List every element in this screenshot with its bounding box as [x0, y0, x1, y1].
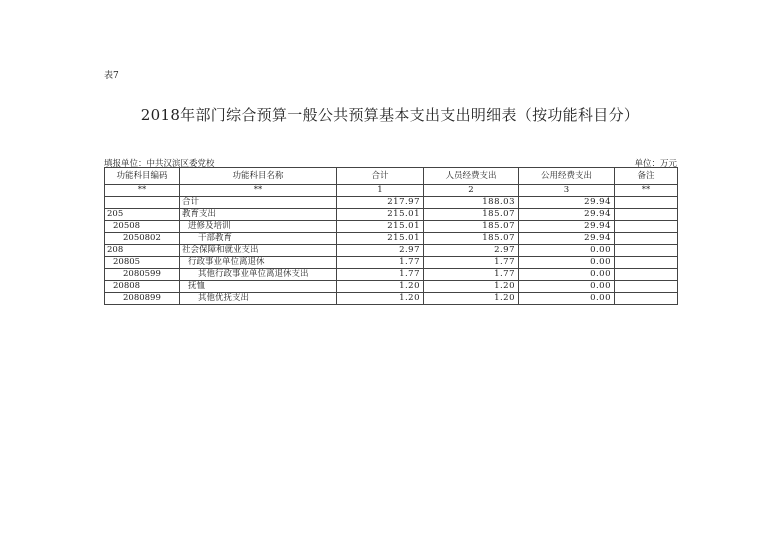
currency-unit: 单位：万元: [634, 159, 677, 169]
note-cell: [615, 257, 678, 269]
expenditure-table: [104, 167, 678, 305]
index-row: [105, 185, 678, 197]
name-cell: 进修及培训: [180, 221, 337, 233]
code-cell: 20508: [105, 221, 180, 233]
public-cell: 0.00: [519, 245, 615, 257]
note-cell: [615, 281, 678, 293]
public-cell: 0.00: [519, 293, 615, 305]
table-row: [105, 221, 678, 233]
note-cell: [615, 209, 678, 221]
table-row: [105, 281, 678, 293]
index-cell: **: [180, 185, 337, 197]
personnel-cell: 185.07: [424, 221, 519, 233]
name-cell: 教育支出: [180, 209, 337, 221]
column-header-total: 合计: [337, 168, 424, 185]
personnel-cell: 1.77: [424, 257, 519, 269]
column-header-personnel: 人员经费支出: [424, 168, 519, 185]
personnel-cell: 188.03: [424, 197, 519, 209]
personnel-cell: 185.07: [424, 233, 519, 245]
total-cell: 217.97: [337, 197, 424, 209]
name-cell: 其他优抚支出: [180, 293, 337, 305]
table-row: [105, 257, 678, 269]
name-cell: 社会保障和就业支出: [180, 245, 337, 257]
public-cell: 29.94: [519, 197, 615, 209]
public-cell: 29.94: [519, 233, 615, 245]
personnel-cell: 1.77: [424, 269, 519, 281]
total-cell: 1.20: [337, 281, 424, 293]
table-row: [105, 293, 678, 305]
code-cell: 2050802: [105, 233, 180, 245]
public-cell: 0.00: [519, 281, 615, 293]
name-cell: 干部教育: [180, 233, 337, 245]
public-cell: 29.94: [519, 209, 615, 221]
column-header-code: 功能科目编码: [105, 168, 180, 185]
note-cell: [615, 233, 678, 245]
table-row: [105, 197, 678, 209]
public-cell: 0.00: [519, 257, 615, 269]
total-cell: 1.77: [337, 257, 424, 269]
column-header-name: 功能科目名称: [180, 168, 337, 185]
column-header-public: 公用经费支出: [519, 168, 615, 185]
total-cell: 1.77: [337, 269, 424, 281]
note-cell: [615, 293, 678, 305]
total-cell: 215.01: [337, 221, 424, 233]
name-cell: 其他行政事业单位离退休支出: [180, 269, 337, 281]
note-cell: [615, 245, 678, 257]
total-cell: 215.01: [337, 233, 424, 245]
index-cell: **: [615, 185, 678, 197]
index-cell: 3: [519, 185, 615, 197]
header-row: [105, 168, 678, 185]
note-cell: [615, 269, 678, 281]
code-cell: 205: [105, 209, 180, 221]
total-cell: 1.20: [337, 293, 424, 305]
index-cell: 1: [337, 185, 424, 197]
public-cell: 29.94: [519, 221, 615, 233]
personnel-cell: 1.20: [424, 293, 519, 305]
index-cell: 2: [424, 185, 519, 197]
code-cell: [105, 197, 180, 209]
personnel-cell: 1.20: [424, 281, 519, 293]
personnel-cell: 185.07: [424, 209, 519, 221]
table-row: [105, 209, 678, 221]
table-row: [105, 233, 678, 245]
name-cell: 抚恤: [180, 281, 337, 293]
code-cell: 2080599: [105, 269, 180, 281]
code-cell: 208: [105, 245, 180, 257]
column-header-note: 备注: [615, 168, 678, 185]
code-cell: 20808: [105, 281, 180, 293]
table-row: [105, 245, 678, 257]
code-cell: 20805: [105, 257, 180, 269]
note-cell: [615, 221, 678, 233]
personnel-cell: 2.97: [424, 245, 519, 257]
name-cell: 合计: [180, 197, 337, 209]
filing-unit: 填报单位：中共汉滨区委党校: [104, 159, 215, 169]
table-row: [105, 269, 678, 281]
document-title: 2018年部门综合预算一般公共预算基本支出支出明细表（按功能科目分）: [140, 106, 640, 124]
public-cell: 0.00: [519, 269, 615, 281]
table-number-label: 表7: [104, 71, 119, 81]
note-cell: [615, 197, 678, 209]
total-cell: 2.97: [337, 245, 424, 257]
total-cell: 215.01: [337, 209, 424, 221]
name-cell: 行政事业单位离退休: [180, 257, 337, 269]
code-cell: 2080899: [105, 293, 180, 305]
index-cell: **: [105, 185, 180, 197]
